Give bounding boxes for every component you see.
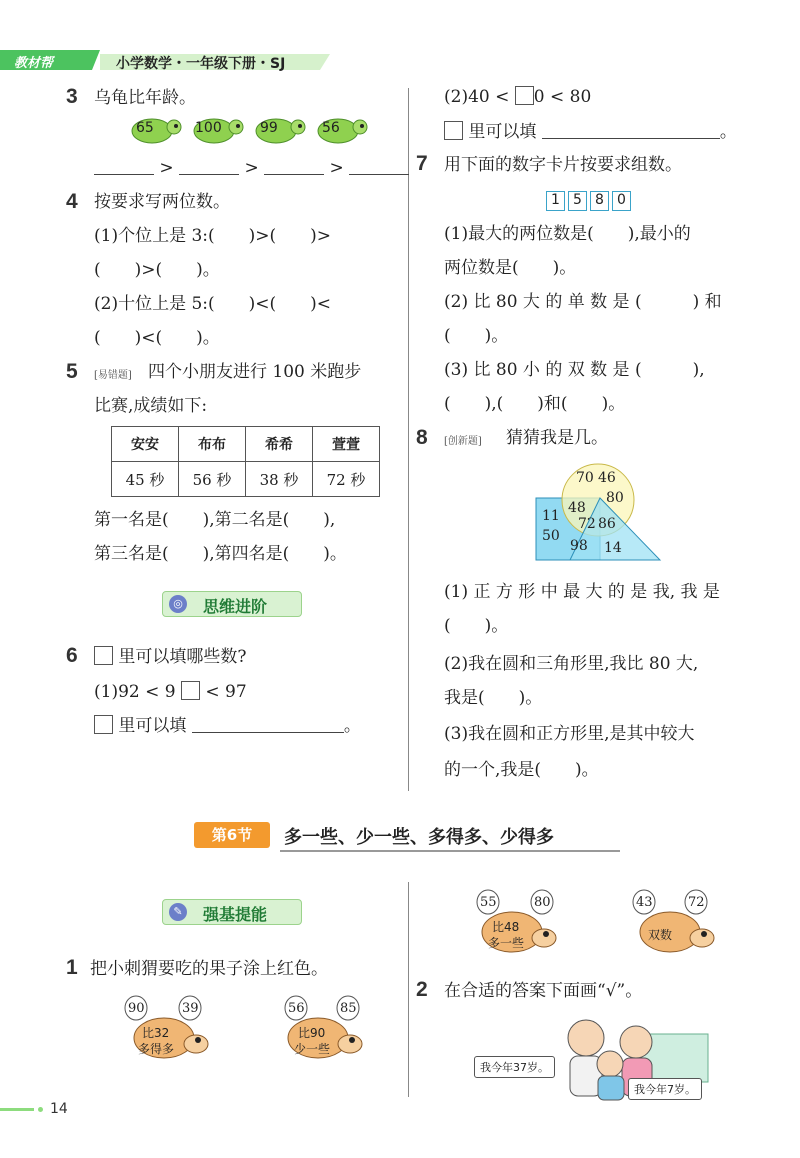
hedgehog-label: 多一些 bbox=[488, 936, 525, 950]
q8-line4: 我是( )。 bbox=[444, 688, 543, 708]
hedgehog-label: 比48 bbox=[492, 920, 520, 934]
q7-line4: ( )。 bbox=[444, 326, 509, 346]
hedgehog-label: 比32 bbox=[142, 1026, 170, 1040]
q8-line2: ( )。 bbox=[444, 616, 509, 636]
speech-bubble-father: 我今年37岁。 bbox=[474, 1056, 555, 1078]
venn-number: 48 bbox=[568, 500, 586, 516]
answer-blank[interactable] bbox=[94, 157, 154, 175]
answer-blank[interactable] bbox=[349, 157, 409, 175]
blank-box[interactable] bbox=[94, 646, 113, 665]
q3-number: 3 bbox=[66, 85, 78, 108]
hedgehog bbox=[124, 994, 214, 1064]
table-row bbox=[112, 462, 380, 497]
q8-line1: (1) 正 方 形 中 最 大 的 是 我, 我 是 bbox=[444, 582, 720, 602]
answer-blank[interactable] bbox=[192, 715, 344, 733]
hedgehog-label: 比90 bbox=[298, 1026, 326, 1040]
s2-number: 2 bbox=[416, 978, 428, 1001]
number-card: 8 bbox=[590, 191, 609, 211]
section-advanced-label: 思维进阶 bbox=[203, 597, 268, 616]
q7-line3: (2) 比 80 大 的 单 数 是 ( ) 和 bbox=[444, 292, 722, 312]
table-header-cell: 安安 bbox=[112, 427, 179, 462]
table-cell: 45 秒 bbox=[112, 462, 179, 497]
header-bar bbox=[0, 42, 330, 72]
turtle: 65 bbox=[130, 116, 182, 144]
section-basic-badge bbox=[162, 899, 302, 925]
q5-line1: 第一名是( ),第二名是( ), bbox=[94, 510, 336, 530]
pencil-icon: ✎ bbox=[169, 903, 187, 921]
venn-number: 80 bbox=[606, 490, 624, 506]
fruit-number[interactable]: 43 bbox=[636, 895, 653, 910]
table-header-cell: 布布 bbox=[179, 427, 246, 462]
s1-text: 把小刺猬要吃的果子涂上红色。 bbox=[90, 959, 328, 979]
q7-line1: (1)最大的两位数是( ),最小的 bbox=[444, 224, 691, 244]
section6-underline bbox=[280, 850, 620, 852]
section-basic-label: 强基提能 bbox=[203, 905, 268, 924]
q7-text: 用下面的数字卡片按要求组数。 bbox=[444, 155, 682, 175]
q6-part2-fill: 里可以填 。 bbox=[444, 120, 737, 144]
turtle: 100 bbox=[192, 116, 244, 144]
venn-number: 14 bbox=[604, 540, 622, 556]
s2-family-illustration bbox=[470, 1012, 720, 1102]
q4-line1: (1)个位上是 3:( )>( )> bbox=[94, 226, 332, 246]
q4-line3: (2)十位上是 5:( )<( )< bbox=[94, 294, 332, 314]
q8-text: 猜猜我是几。 bbox=[506, 428, 608, 448]
q8-venn-diagram bbox=[530, 462, 670, 566]
q8-line3: (2)我在圆和三角形里,我比 80 大, bbox=[444, 654, 699, 674]
table-cell: 38 秒 bbox=[246, 462, 313, 497]
hedgehog bbox=[630, 888, 720, 958]
number-card: 0 bbox=[612, 191, 631, 211]
q6-number: 6 bbox=[66, 644, 78, 667]
blank-box[interactable] bbox=[94, 715, 113, 734]
q3-text: 乌龟比年龄。 bbox=[94, 88, 196, 108]
q5-line2: 第三名是( ),第四名是( )。 bbox=[94, 544, 347, 564]
q5-results-table bbox=[111, 426, 380, 497]
fruit-number[interactable]: 90 bbox=[128, 1001, 145, 1016]
venn-number: 46 bbox=[598, 470, 616, 486]
medal-icon: ◎ bbox=[169, 595, 187, 613]
s1-number: 1 bbox=[66, 956, 78, 979]
q6-text-line bbox=[94, 645, 247, 669]
q6-part2: (2)40 < 0 < 80 bbox=[444, 87, 592, 107]
s2-text: 在合适的答案下面画“√”。 bbox=[444, 981, 643, 1001]
fruit-number[interactable]: 80 bbox=[534, 895, 551, 910]
answer-blank[interactable] bbox=[542, 121, 720, 139]
fruit-number[interactable]: 39 bbox=[182, 1001, 199, 1016]
blank-box[interactable] bbox=[444, 121, 463, 140]
venn-number: 98 bbox=[570, 538, 588, 554]
q4-line2: ( )>( )。 bbox=[94, 260, 220, 280]
table-cell: 56 秒 bbox=[179, 462, 246, 497]
footer-line bbox=[0, 1108, 34, 1111]
q7-number-cards bbox=[546, 189, 634, 211]
hedgehog-label: 双数 bbox=[648, 928, 673, 942]
q7-line6: ( ),( )和( )。 bbox=[444, 394, 626, 414]
venn-number: 72 bbox=[578, 516, 596, 532]
header-title: 小学数学・一年级下册・SJ bbox=[116, 56, 286, 72]
hedgehog bbox=[472, 888, 562, 958]
hedgehog bbox=[278, 994, 368, 1064]
venn-number: 86 bbox=[598, 516, 616, 532]
column-divider-bottom bbox=[408, 882, 409, 1097]
q7-line5: (3) 比 80 小 的 双 数 是 ( ), bbox=[444, 360, 705, 380]
q4-text: 按要求写两位数。 bbox=[94, 192, 230, 212]
q8-tag: [创新题] bbox=[444, 436, 482, 447]
section6-badge: 第6节 bbox=[194, 822, 270, 848]
section6-title: 多一些、少一些、多得多、少得多 bbox=[284, 827, 554, 848]
turtle: 99 bbox=[254, 116, 306, 144]
fruit-number[interactable]: 85 bbox=[340, 1001, 357, 1016]
hedgehog-label: 多得多 bbox=[138, 1042, 175, 1056]
q5-number: 5 bbox=[66, 360, 78, 383]
q5-tag: [易错题] bbox=[94, 370, 132, 381]
answer-blank[interactable] bbox=[179, 157, 239, 175]
hedgehog-label: 少一些 bbox=[294, 1042, 331, 1056]
q8-number: 8 bbox=[416, 426, 428, 449]
q5-text: 四个小朋友进行 100 米跑步 bbox=[148, 362, 362, 382]
table-row bbox=[112, 427, 380, 462]
speech-bubble-child: 我今年7岁。 bbox=[628, 1078, 702, 1100]
section6-heading bbox=[190, 820, 620, 852]
q5-text2: 比赛,成绩如下: bbox=[94, 396, 208, 416]
table-header-cell: 希希 bbox=[246, 427, 313, 462]
q7-line2: 两位数是( )。 bbox=[444, 258, 577, 278]
section-advanced-badge bbox=[162, 591, 302, 617]
footer-dot bbox=[38, 1107, 43, 1112]
table-cell: 72 秒 bbox=[313, 462, 380, 497]
page-number: 14 bbox=[50, 1101, 68, 1117]
fruit-number[interactable]: 72 bbox=[688, 895, 705, 910]
blank-box[interactable] bbox=[181, 681, 200, 700]
fruit-number[interactable]: 55 bbox=[480, 895, 497, 910]
venn-number: 70 bbox=[576, 470, 594, 486]
number-card: 1 bbox=[546, 191, 565, 211]
q7-number: 7 bbox=[416, 152, 428, 175]
table-header-cell: 萱萱 bbox=[313, 427, 380, 462]
q8-line6: 的一个,我是( )。 bbox=[444, 760, 599, 780]
venn-number: 50 bbox=[542, 528, 560, 544]
q3-answer-line: > > > bbox=[94, 156, 409, 180]
header-tag: 教材帮 bbox=[14, 56, 54, 71]
q6-text: 里可以填哪些数? bbox=[118, 647, 247, 667]
fruit-number[interactable]: 56 bbox=[288, 1001, 305, 1016]
q6-part1: (1)92 < 9 < 97 bbox=[94, 682, 247, 702]
column-divider-top bbox=[408, 88, 409, 791]
q4-number: 4 bbox=[66, 190, 78, 213]
venn-number: 11 bbox=[542, 508, 560, 524]
q6-part1-fill: 里可以填 。 bbox=[94, 714, 361, 738]
q4-line4: ( )<( )。 bbox=[94, 328, 220, 348]
turtle: 56 bbox=[316, 116, 368, 144]
number-card: 5 bbox=[568, 191, 587, 211]
answer-blank[interactable] bbox=[264, 157, 324, 175]
q8-line5: (3)我在圆和正方形里,是其中较大 bbox=[444, 724, 695, 744]
blank-box[interactable] bbox=[515, 86, 534, 105]
